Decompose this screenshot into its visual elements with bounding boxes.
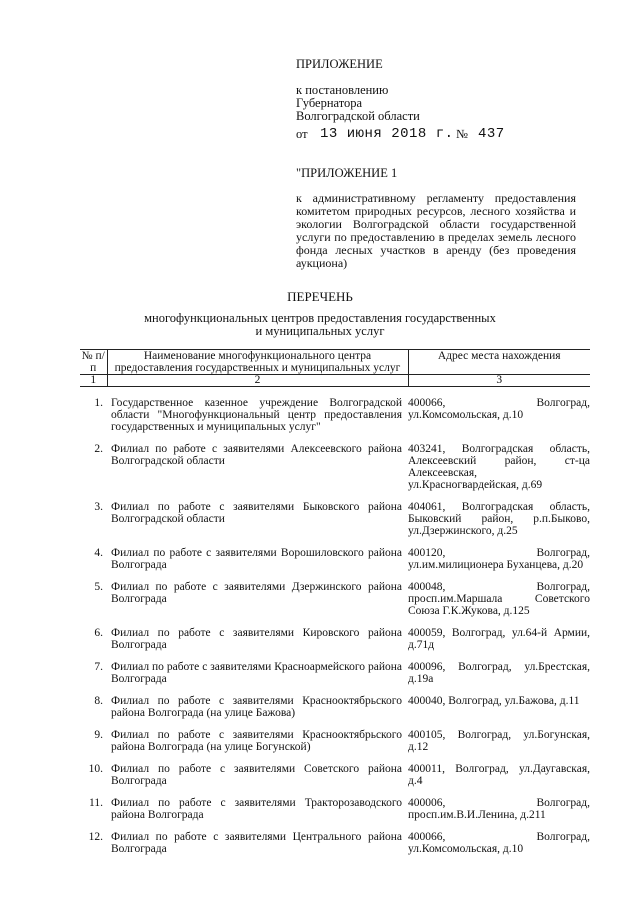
table-row [80, 433, 590, 491]
table-body [80, 387, 590, 856]
row-number: 1. [94, 397, 103, 409]
appendix-1-text: к административному регламенту предоставления комитетом природных ресурсов, лесного хозяйства и экологии Волгоградской области государственной услуги по предоставлению в пределах земель лесного фонда лесных участков в аренду (без проведения аукциона) [296, 191, 576, 270]
decree-line-1: к постановлению [296, 83, 389, 97]
number-prefix: № [456, 127, 468, 141]
row-name: Филиал по работе с заявителями Тракторозаводского района Волгограда [111, 797, 402, 821]
col-number-1: 1 [80, 375, 107, 387]
row-name: Филиал по работе с заявителями Кировского района Волгограда [111, 627, 402, 651]
row-address: 400120, Волгоград, ул.им.милиционера Буханцева, д.20 [408, 547, 590, 571]
row-name: Филиал по работе с заявителями Центрального района Волгограда [111, 831, 402, 855]
row-address: 400011, Волгоград, ул.Даугавская, д.4 [408, 763, 590, 787]
row-number: 6. [94, 627, 103, 639]
table-row [80, 753, 590, 787]
row-name: Филиал по работе с заявителями Быковского района Волгоградской области [111, 501, 402, 525]
row-name: Филиал по работе с заявителями Алексеевского района Волгоградской области [111, 443, 402, 467]
row-number: 5. [94, 581, 103, 593]
row-number: 8. [94, 695, 103, 707]
header-number: № п/п [80, 350, 107, 375]
table-row [80, 617, 590, 651]
row-address: 400006, Волгоград, просп.им.В.И.Ленина, д.211 [408, 797, 590, 821]
header-name: Наименование многофункционального центра предоставления государственных и муниципальных услуг [107, 350, 408, 375]
table-row [80, 571, 590, 617]
table-row [80, 821, 590, 855]
list-subtitle-1: многофункциональных центров предоставления государственных [144, 311, 496, 325]
table-row [80, 787, 590, 821]
col-number-3: 3 [408, 375, 590, 387]
row-name: Филиал по работе с заявителями Ворошиловского района Волгограда [111, 547, 402, 571]
row-address: 400048, Волгоград, просп.им.Маршала Советского Союза Г.К.Жукова, д.125 [408, 581, 590, 617]
row-address: 403241, Волгоградская область, Алексеевский район, ст-ца Алексеевская, ул.Красногвардейская, д.69 [408, 443, 590, 491]
row-name: Филиал по работе с заявителями Краснооктябрьского района Волгограда (на улице Бажова) [111, 695, 402, 719]
header-address: Адрес места нахождения [408, 350, 590, 375]
row-name: Филиал по работе с заявителями Советского района Волгограда [111, 763, 402, 787]
decree-line-3: Волгоградской области [296, 109, 420, 123]
row-number: 7. [94, 661, 103, 673]
row-number: 10. [88, 763, 103, 775]
decree-date: 13 июня 2018 г. [320, 126, 454, 142]
row-address: 400066, Волгоград, ул.Комсомольская, д.10 [408, 831, 590, 855]
row-address: 400059, Волгоград, ул.64-й Армии, д.71д [408, 627, 590, 651]
list-subtitle-2: и муниципальных услуг [255, 324, 385, 338]
row-number: 12. [88, 831, 103, 843]
mfc-table [80, 349, 590, 855]
row-name: Филиал по работе с заявителями Красноармейского района Волгограда [111, 661, 402, 685]
date-prefix: от [296, 127, 308, 141]
table-row [80, 491, 590, 537]
row-address: 400040, Волгоград, ул.Бажова, д.11 [408, 695, 580, 707]
row-address: 404061, Волгоградская область, Быковский район, р.п.Быково, ул.Дзержинского, д.25 [408, 501, 590, 537]
table-row [80, 719, 590, 753]
table-header-row [80, 350, 590, 375]
row-name: Филиал по работе с заявителями Краснооктябрьского района Волгограда (на улице Богунской) [111, 729, 402, 753]
appendix-1-title: "ПРИЛОЖЕНИЕ 1 [296, 166, 398, 180]
row-number: 3. [94, 501, 103, 513]
row-address: 400105, Волгоград, ул.Богунская, д.12 [408, 729, 590, 753]
row-number: 11. [89, 797, 103, 809]
row-address: 400066, Волгоград, ул.Комсомольская, д.10 [408, 397, 590, 421]
table-row [80, 685, 590, 719]
row-number: 2. [94, 443, 103, 455]
row-number: 4. [94, 547, 103, 559]
table-row [80, 387, 590, 434]
row-address: 400096, Волгоград, ул.Брестская, д.19а [408, 661, 590, 685]
row-number: 9. [94, 729, 103, 741]
row-name: Государственное казенное учреждение Волгоградской области "Многофункциональный центр предоставления государственных и муниципальных услуг" [111, 397, 402, 433]
decree-number: 437 [478, 126, 505, 142]
decree-date-line [296, 128, 526, 141]
appendix-title: ПРИЛОЖЕНИЕ [296, 57, 383, 71]
table-row [80, 651, 590, 685]
col-number-2: 2 [107, 375, 408, 387]
decree-line-2: Губернатора [296, 96, 363, 110]
row-name: Филиал по работе с заявителями Дзержинского района Волгограда [111, 581, 402, 605]
table-row [80, 537, 590, 571]
list-title: ПЕРЕЧЕНЬ [287, 289, 353, 304]
table-column-numbers [80, 375, 590, 387]
